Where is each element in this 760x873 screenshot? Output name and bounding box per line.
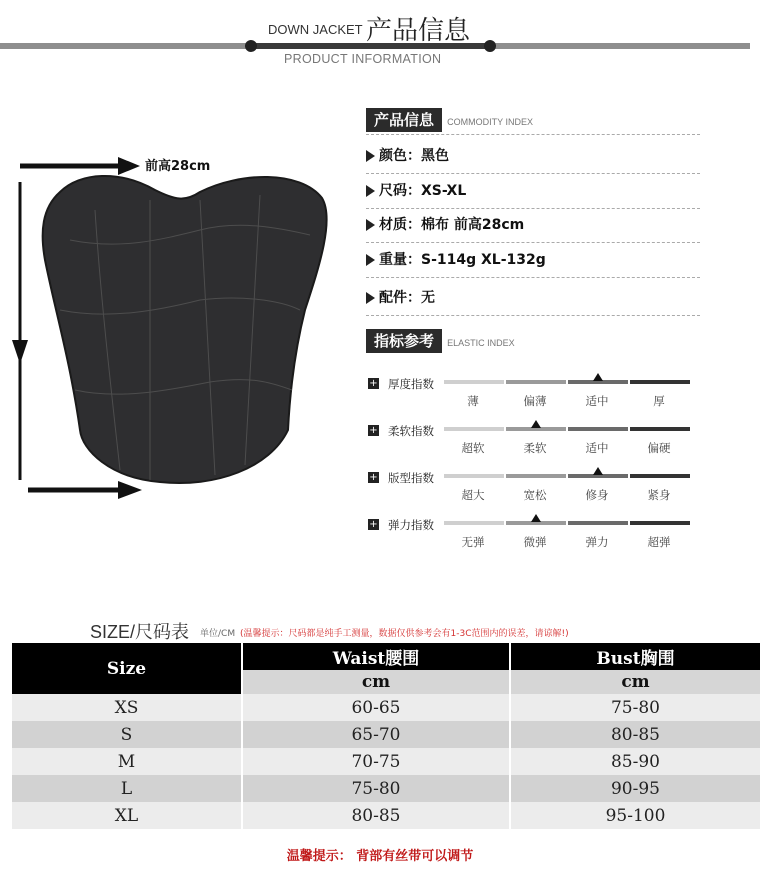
commodity-row — [366, 249, 700, 283]
plus-icon: + — [369, 472, 378, 483]
waist-cell: 75-80 — [242, 775, 510, 802]
table-row — [12, 721, 760, 748]
index-name: 柔软指数 — [388, 424, 434, 438]
table-row — [12, 748, 760, 775]
elastic-section-header — [366, 330, 700, 356]
index-bar-segment — [630, 521, 690, 525]
index-row — [366, 519, 700, 566]
size-table-unit: 单位/CM — [200, 629, 236, 639]
table-row — [12, 694, 760, 721]
index-name: 厚度指数 — [388, 377, 434, 391]
commodity-row-value: 黑色 — [421, 148, 449, 164]
waist-cell: 60-65 — [242, 694, 510, 721]
plus-icon: + — [369, 425, 378, 436]
commodity-row-value: 棉布 前高28cm — [421, 217, 525, 233]
index-level-label: 修身 — [585, 488, 609, 502]
bullet-icon — [366, 254, 375, 266]
index-bar-segment — [506, 380, 566, 384]
index-bar-segment — [630, 427, 690, 431]
bullet-icon — [366, 219, 375, 231]
commodity-row — [366, 214, 700, 248]
index-level-label: 弹力 — [585, 535, 609, 549]
index-marker-icon — [593, 467, 603, 475]
index-level-label: 厚 — [653, 394, 665, 408]
footer-note: 温馨提示： 背部有丝带可以调节 — [286, 849, 474, 864]
index-bar-segment — [630, 380, 690, 384]
index-marker-icon — [531, 514, 541, 522]
index-name: 版型指数 — [388, 471, 434, 485]
header-dot-right — [484, 40, 496, 52]
index-level-label: 超大 — [461, 488, 485, 502]
elastic-section-title: 指标参考 — [366, 329, 442, 353]
row-divider — [366, 315, 700, 316]
bust-cell: 90-95 — [510, 775, 760, 802]
index-level-label: 宽松 — [523, 488, 547, 502]
commodity-section-subtitle: COMMODITY INDEX — [447, 117, 533, 127]
commodity-section-title: 产品信息 — [366, 108, 442, 132]
index-level-label: 紧身 — [647, 488, 671, 502]
commodity-row-label: 配件： — [379, 290, 421, 306]
size-cell: M — [12, 748, 242, 775]
index-bar-segment — [444, 521, 504, 525]
header-title-cn: 产品信息 — [366, 16, 471, 46]
commodity-row-label: 重量： — [379, 252, 421, 268]
index-marker-icon — [593, 373, 603, 381]
header-subtitle: PRODUCT INFORMATION — [284, 52, 442, 66]
table-row — [12, 775, 760, 802]
bust-cell: 95-100 — [510, 802, 760, 829]
plus-icon: + — [369, 378, 378, 389]
index-level-label: 适中 — [585, 441, 609, 455]
commodity-row — [366, 287, 700, 321]
index-row — [366, 425, 700, 472]
waist-cell: 65-70 — [242, 721, 510, 748]
bust-cell: 75-80 — [510, 694, 760, 721]
index-bar-segment — [444, 380, 504, 384]
bust-cell: 80-85 — [510, 721, 760, 748]
waist-unit: cm — [242, 670, 510, 694]
bust-cell: 85-90 — [510, 748, 760, 775]
elastic-section-subtitle: ELASTIC INDEX — [447, 338, 515, 348]
bullet-icon — [366, 292, 375, 304]
bustier-garment — [43, 176, 327, 483]
row-divider — [366, 242, 700, 243]
index-marker-icon — [531, 420, 541, 428]
commodity-row-label: 材质： — [379, 217, 421, 233]
index-bar-segment — [568, 521, 628, 525]
commodity-row-label: 尺码： — [379, 183, 421, 199]
index-bar-segment — [630, 474, 690, 478]
bust-unit: cm — [510, 670, 760, 694]
commodity-row — [366, 145, 700, 179]
bullet-icon — [366, 150, 375, 162]
header-title-en: DOWN JACKET — [268, 22, 363, 37]
header-dot-left — [245, 40, 257, 52]
commodity-row-value: S-114g XL-132g — [421, 252, 546, 268]
size-table — [12, 643, 760, 829]
commodity-row — [366, 180, 700, 214]
size-table-note: (温馨提示：尺码都是纯手工测量，数据仅供参考会有1-3C范围内的误差，请谅解!) — [240, 629, 569, 639]
index-level-label: 薄 — [467, 394, 479, 408]
size-cell: XS — [12, 694, 242, 721]
index-row — [366, 378, 700, 425]
index-bar-segment — [444, 474, 504, 478]
index-level-label: 偏薄 — [523, 394, 547, 408]
index-level-label: 无弹 — [461, 535, 485, 549]
index-level-label: 超软 — [461, 441, 485, 455]
index-name: 弹力指数 — [388, 518, 434, 532]
commodity-row-value: 无 — [421, 290, 435, 306]
commodity-row-label: 颜色： — [379, 148, 421, 164]
size-cell: XL — [12, 802, 242, 829]
table-row — [12, 802, 760, 829]
index-level-label: 柔软 — [523, 441, 547, 455]
index-row — [366, 472, 700, 519]
commodity-row-value: XS-XL — [421, 183, 467, 199]
waist-cell: 70-75 — [242, 748, 510, 775]
bullet-icon — [366, 185, 375, 197]
index-level-label: 微弹 — [523, 535, 547, 549]
index-bar-segment — [506, 474, 566, 478]
row-divider — [366, 208, 700, 209]
size-column-header: Size — [12, 643, 242, 694]
front-height-label: 前高28cm — [145, 159, 211, 174]
index-bar-segment — [444, 427, 504, 431]
commodity-section-header — [366, 109, 700, 135]
product-image — [0, 150, 350, 510]
index-level-label: 超弹 — [647, 535, 671, 549]
index-level-label: 适中 — [585, 394, 609, 408]
waist-cell: 80-85 — [242, 802, 510, 829]
row-divider — [366, 277, 700, 278]
index-level-label: 偏硬 — [647, 441, 671, 455]
size-cell: S — [12, 721, 242, 748]
row-divider — [366, 173, 700, 174]
size-cell: L — [12, 775, 242, 802]
waist-column-header: Waist腰围 — [242, 643, 510, 670]
size-table-title: SIZE/尺码表 — [90, 622, 190, 642]
plus-icon: + — [369, 519, 378, 530]
bust-column-header: Bust胸围 — [510, 643, 760, 670]
index-bar-segment — [568, 427, 628, 431]
